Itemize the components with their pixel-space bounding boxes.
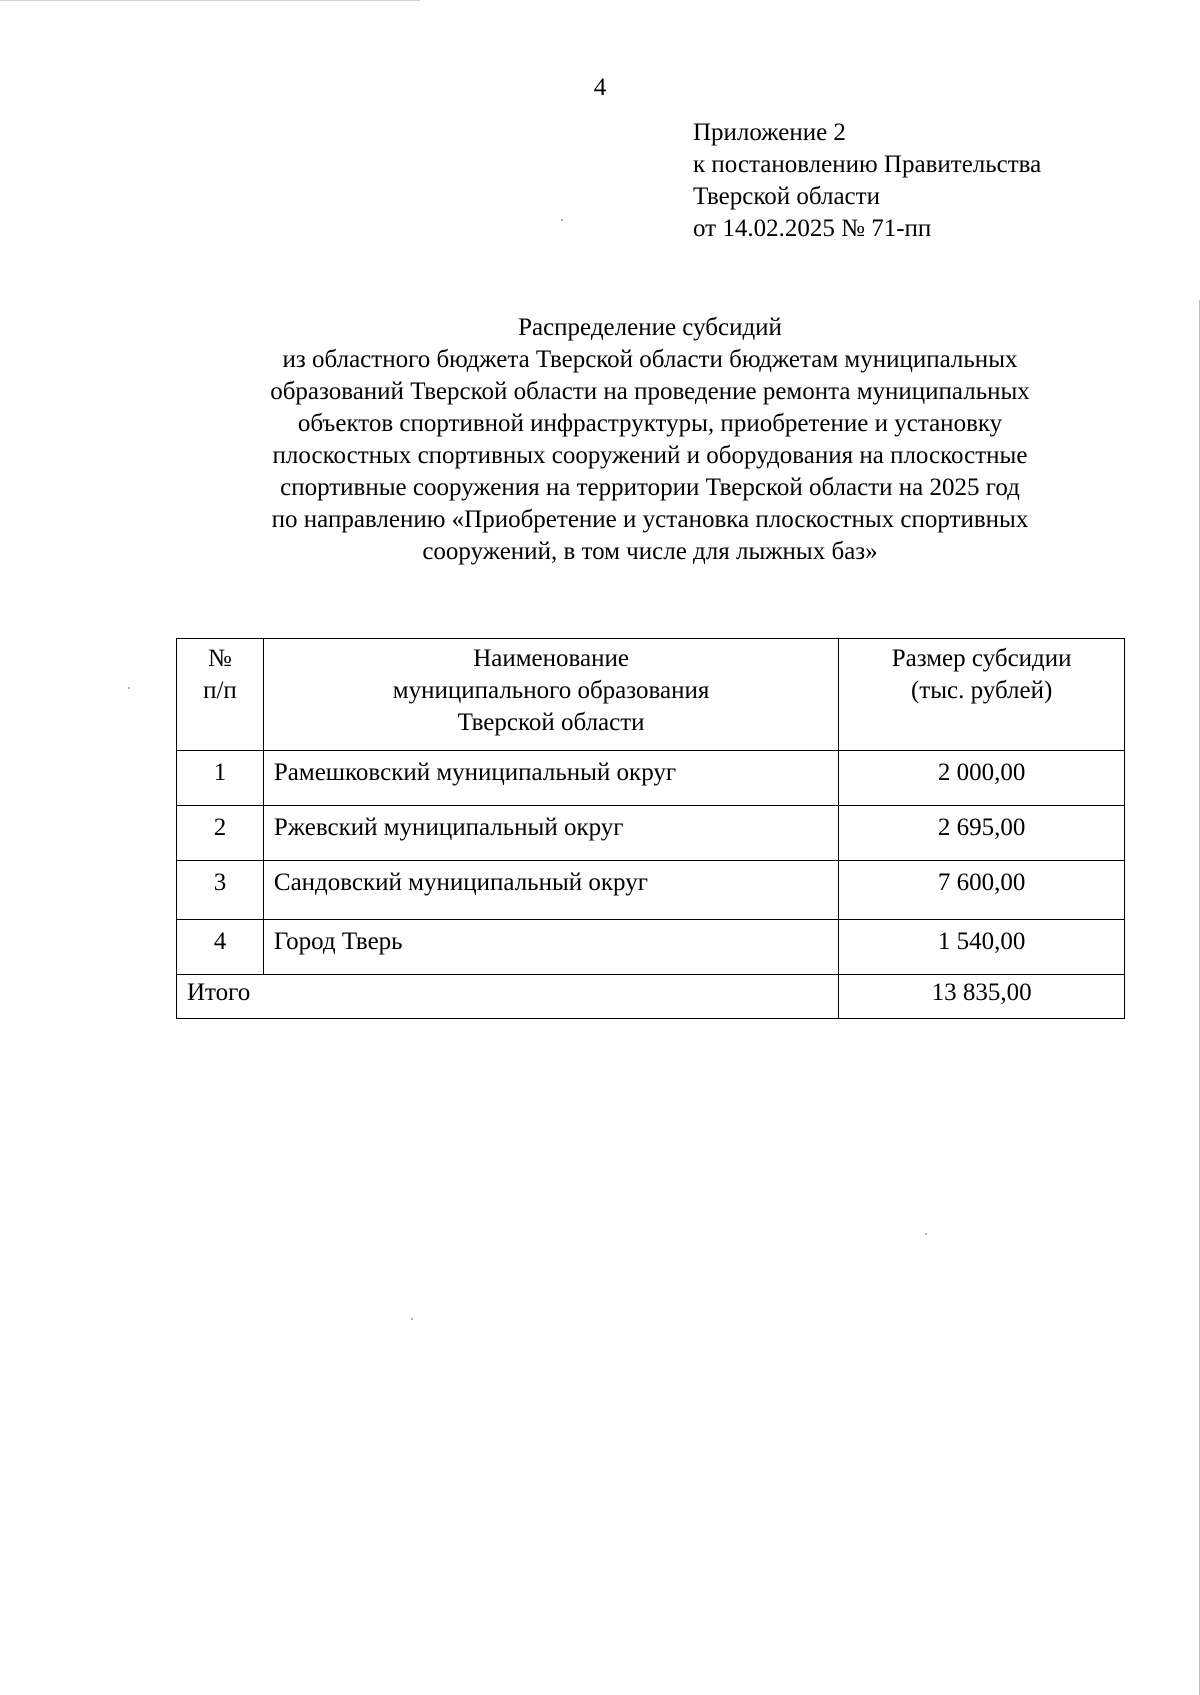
row-number-text: 4 <box>213 928 227 955</box>
document-title <box>190 312 1110 568</box>
header-amount <box>839 639 1125 751</box>
row-number-text: 3 <box>213 869 227 896</box>
row-amount <box>839 861 1125 920</box>
row-name-text: Рамешковский муниципальный округ <box>273 759 677 786</box>
title-line: сооружений, в том числе для лыжных баз» <box>422 538 878 565</box>
title-line: объектов спортивной инфраструктуры, приобретение и установку <box>297 410 1003 437</box>
header-name-line: муниципального образования <box>392 677 710 704</box>
row-amount-text: 2 695,00 <box>937 814 1026 841</box>
appendix-line: от 14.02.2025 № 71-пп <box>693 215 932 242</box>
title-line: плоскостных спортивных сооружений и оборудования на плоскостные <box>272 442 1028 469</box>
table-header-row <box>177 639 1125 751</box>
header-name <box>263 639 838 751</box>
row-amount-text: 2 000,00 <box>937 759 1026 786</box>
row-name <box>263 920 838 975</box>
header-number-line: п/п <box>203 677 237 704</box>
total-amount <box>839 975 1125 1019</box>
row-number <box>177 920 264 975</box>
header-number <box>177 639 264 751</box>
row-amount <box>839 806 1125 861</box>
header-name-line: Тверской области <box>457 709 645 736</box>
row-name-text: Город Тверь <box>273 928 403 955</box>
header-amount-line: Размер субсидии <box>891 645 1072 672</box>
title-line: Распределение субсидий <box>518 314 782 341</box>
scan-speck <box>561 219 563 221</box>
title-line: спортивные сооружения на территории Тверской области на 2025 год <box>280 474 1020 501</box>
table-row <box>177 806 1125 861</box>
row-amount-text: 7 600,00 <box>937 869 1026 896</box>
appendix-line: Тверской области <box>693 183 880 210</box>
appendix-block <box>693 117 1041 245</box>
row-name <box>263 861 838 920</box>
scan-speck <box>128 687 130 689</box>
row-name <box>263 751 838 806</box>
scan-speck <box>925 1233 927 1235</box>
total-label-text: Итого <box>187 979 251 1006</box>
scan-speck <box>411 1318 413 1320</box>
header-amount-line: (тыс. рублей) <box>910 677 1053 704</box>
total-label <box>177 975 839 1019</box>
title-line: образований Тверской области на проведение ремонта муниципальных <box>270 378 1030 405</box>
row-number <box>177 861 264 920</box>
row-amount <box>839 751 1125 806</box>
title-line: по направлению «Приобретение и установка плоскостных спортивных <box>271 506 1029 533</box>
header-name-line: Наименование <box>473 645 629 672</box>
header-number-line: № <box>208 645 232 672</box>
page-number: 4 <box>593 74 607 101</box>
row-amount-text: 1 540,00 <box>937 928 1026 955</box>
table-row <box>177 861 1125 920</box>
title-line: из областного бюджета Тверской области бюджетам муниципальных <box>282 346 1018 373</box>
row-number-text: 2 <box>213 814 227 841</box>
row-name <box>263 806 838 861</box>
row-amount <box>839 920 1125 975</box>
table-row <box>177 920 1125 975</box>
scan-edge-top <box>0 0 420 1</box>
row-number <box>177 806 264 861</box>
table-row <box>177 751 1125 806</box>
row-number-text: 1 <box>213 759 227 786</box>
row-number <box>177 751 264 806</box>
total-amount-text: 13 835,00 <box>931 979 1032 1006</box>
row-name-text: Сандовский муниципальный округ <box>273 869 648 896</box>
subsidies-table <box>176 638 1125 1019</box>
row-name-text: Ржевский муниципальный округ <box>273 814 624 841</box>
appendix-line: к постановлению Правительства <box>693 151 1042 178</box>
table-total-row <box>177 975 1125 1019</box>
appendix-line: Приложение 2 <box>693 119 846 146</box>
